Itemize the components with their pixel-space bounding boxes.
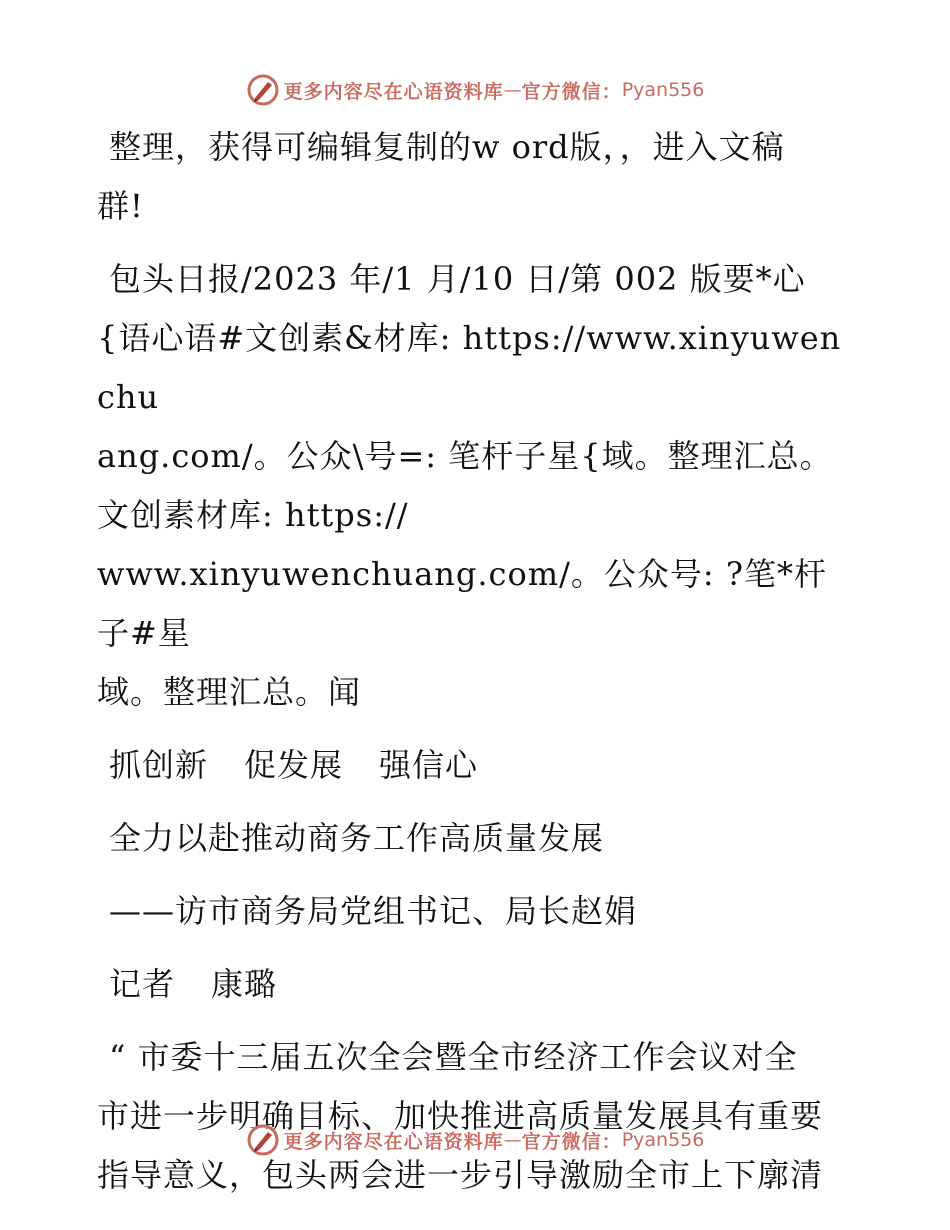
watermark-id: Pyan556 <box>621 79 705 101</box>
footer-watermark <box>0 1120 950 1160</box>
source-line: {语心语#文创素&材库: https://www.xinyuwenchu <box>97 319 842 416</box>
watermark-dash: — <box>503 1129 522 1151</box>
watermark-main-text: 更多内容尽在心语资料库 <box>283 80 504 103</box>
pen-logo-icon <box>246 73 280 107</box>
pen-logo-icon <box>246 1123 280 1157</box>
paragraph-line: 市进一步明确目标、加快推进高质量发展具有重要 <box>97 1097 824 1135</box>
byline-label: 记者 <box>109 965 176 1003</box>
headline-slogan <box>97 736 857 795</box>
source-line: 文创素材库: https:// <box>97 496 409 534</box>
watermark-dash: — <box>503 79 522 101</box>
headline-part: 抓创新 <box>109 746 209 784</box>
watermark-label: 官方微信： <box>521 80 622 103</box>
headline-part: 促发展 <box>244 746 344 784</box>
byline-name: 康璐 <box>211 965 278 1003</box>
source-line: ang.com/。公众\号=: 笔杆子星{域。整理汇总。 <box>97 437 833 475</box>
watermark-label: 官方微信： <box>521 1130 622 1153</box>
subtitle: ——访市商务局党组书记、局长赵娟 <box>109 892 638 930</box>
header-watermark <box>0 70 950 110</box>
byline <box>97 955 857 1014</box>
headline-part: 强信心 <box>379 746 479 784</box>
paragraph-line: 指导意义，包头两会进一步引导激励全市上下廓清 <box>97 1156 824 1194</box>
intro-line: 整理，获得可编辑复制的w ord版，，进入文稿 <box>109 128 785 166</box>
watermark-id: Pyan556 <box>621 1129 705 1151</box>
source-line: 域。整理汇总。闻 <box>97 673 362 711</box>
source-line: 包头日报/2023 年/1 月/10 日/第 002 版要*心 <box>109 260 806 298</box>
article-body <box>97 118 857 1205</box>
paragraph-line: “ 市委十三届五次全会暨全市经济工作会议对全 <box>109 1038 798 1076</box>
source-line: www.xinyuwenchuang.com/。公众号: ?笔*杆子#星 <box>97 555 827 652</box>
intro-line: 群! <box>97 187 144 225</box>
watermark-main-text: 更多内容尽在心语资料库 <box>283 1130 504 1153</box>
headline-main: 全力以赴推动商务工作高质量发展 <box>109 819 605 857</box>
